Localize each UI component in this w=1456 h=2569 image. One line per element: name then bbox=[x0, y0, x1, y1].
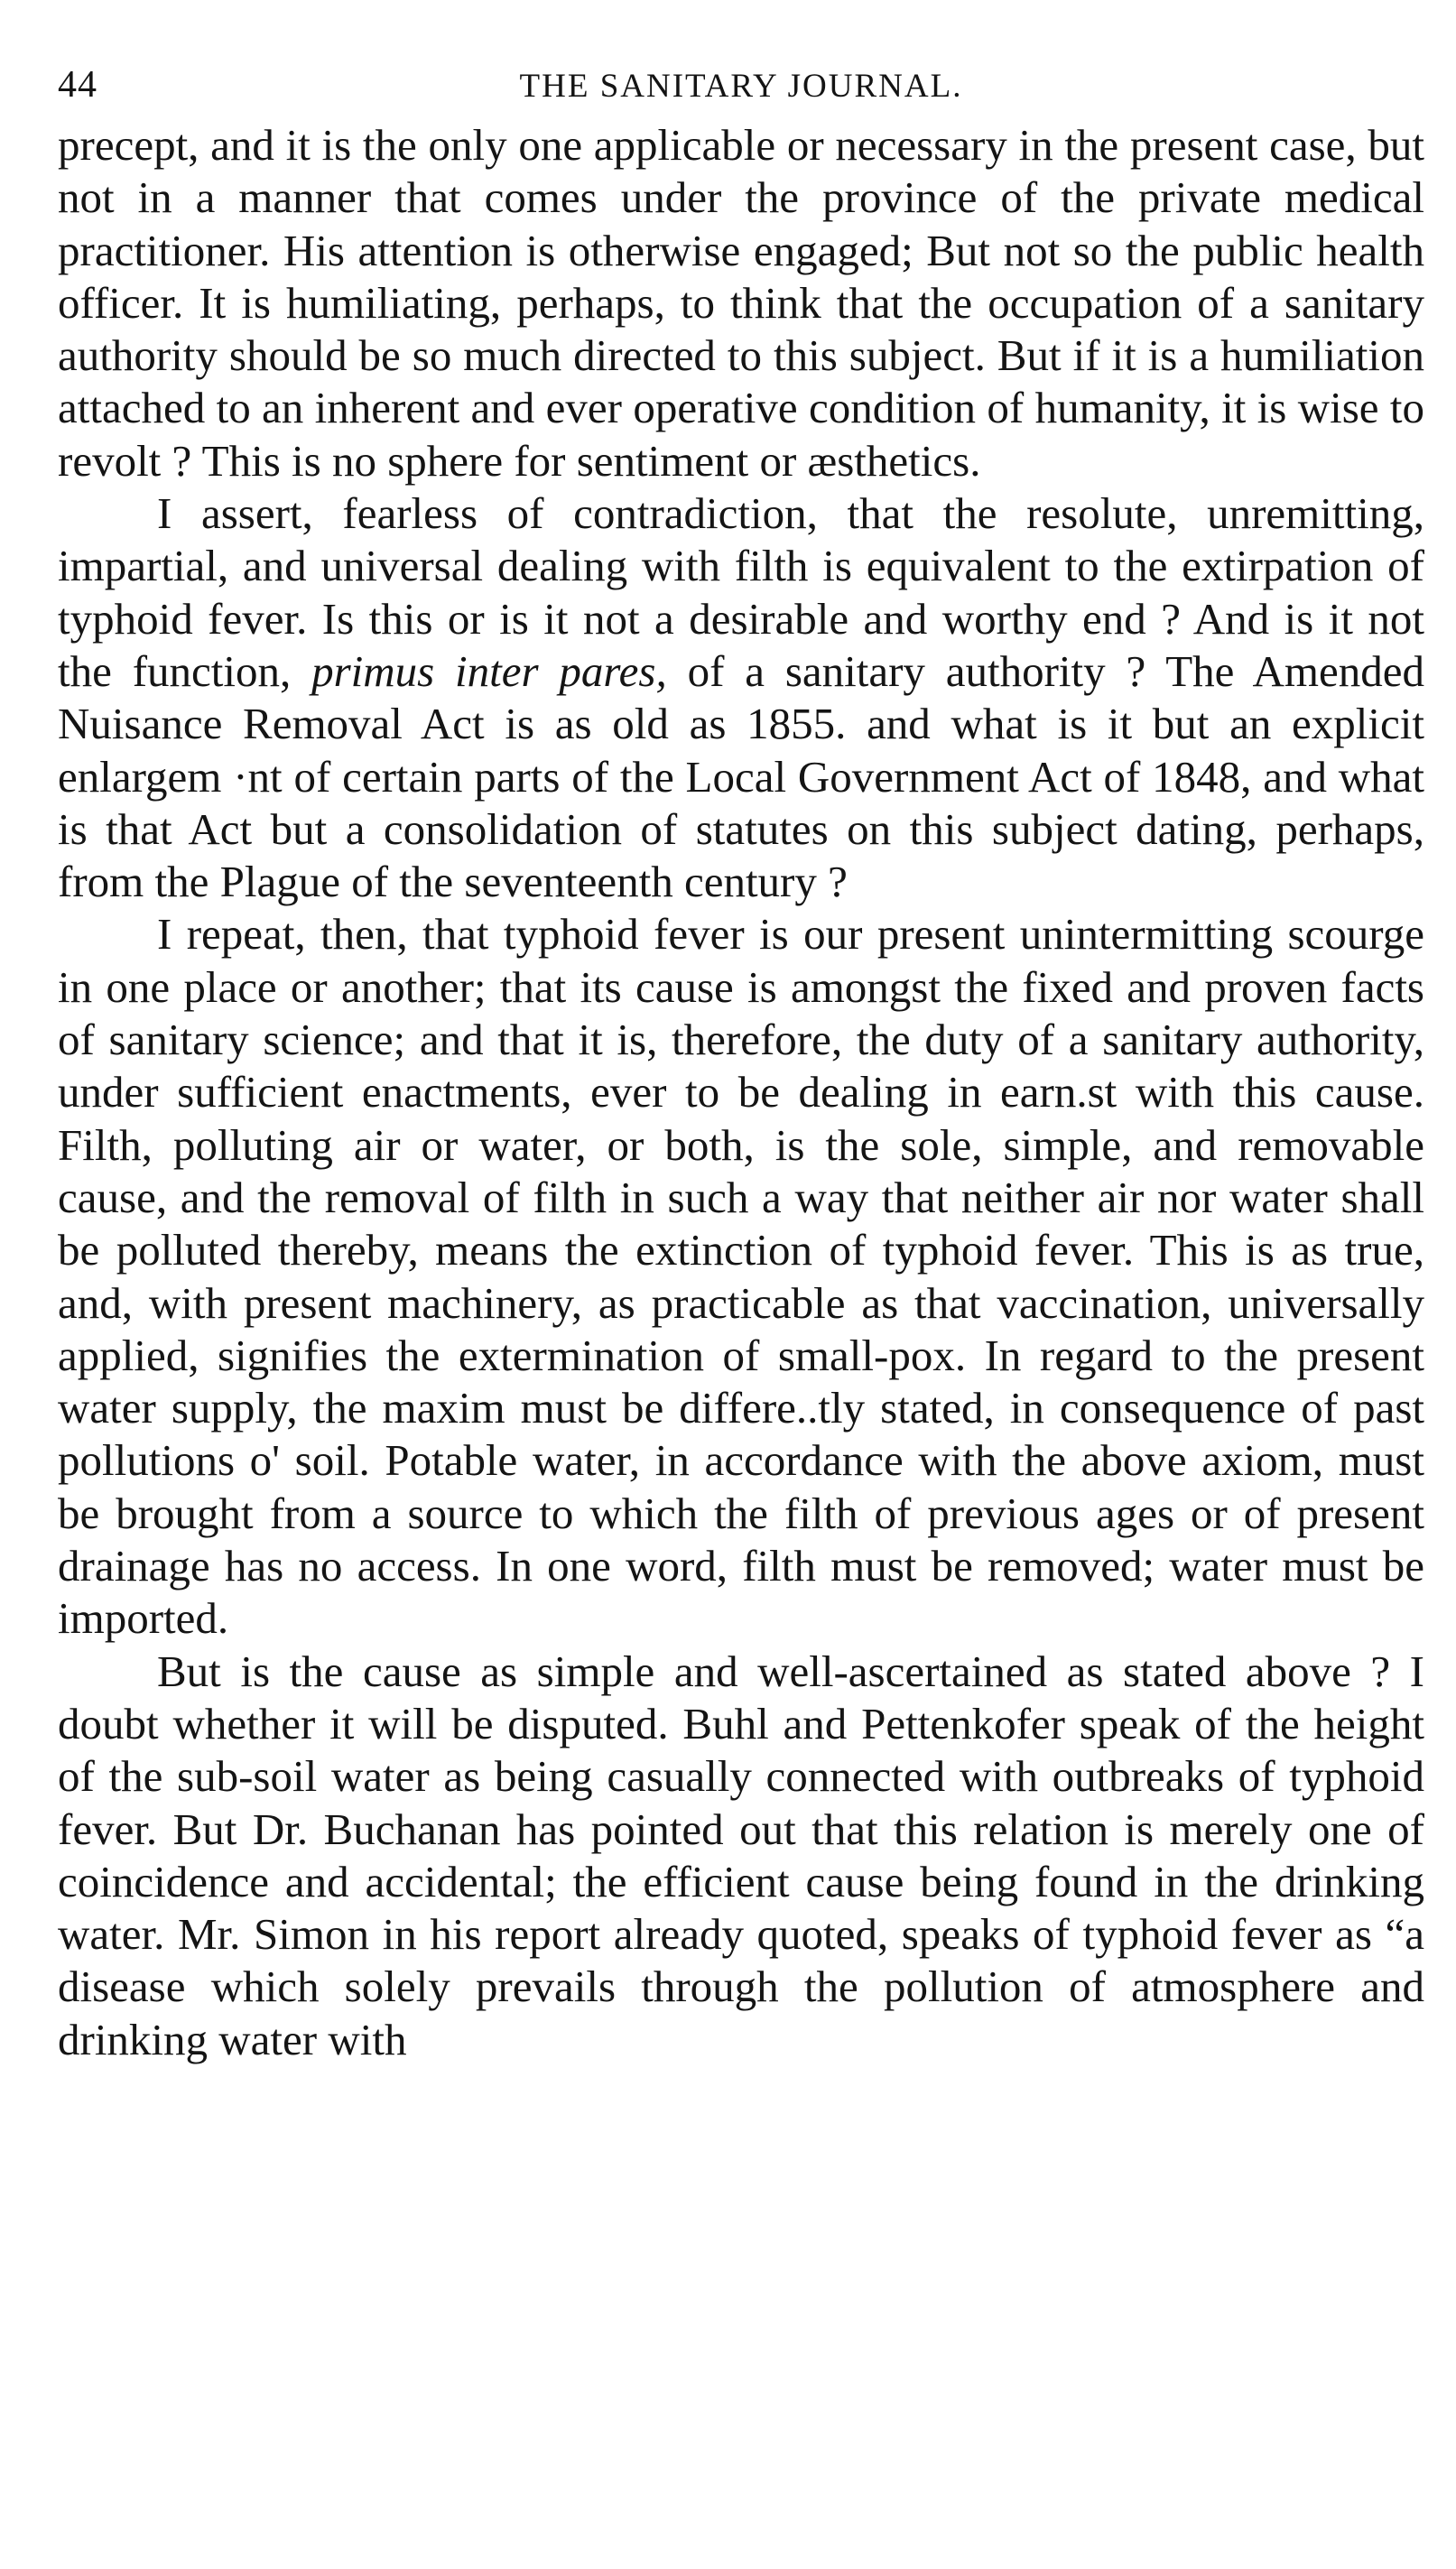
paragraph-3: I repeat, then, that typhoid fever is our present unintermitting scourge in one place or another; that its cause is amongst the fixed and proven facts of sanitary science; and that it is, therefore, the duty of a sanitary authority, under sufficient enactments, ever to be dealing in earn.st with this cause. Filth, polluting air or water, or both, is the sole, simple, and removable cause, and the removal of filth in such a way that neither air nor water shall be polluted thereby, means the extinction of typhoid fever. This is as true, and, with present machinery, as practicable as that vaccination, universally applied, signifies the extermination of small-pox. In regard to the present water supply, the maxim must be differe..tly stated, in consequence of past pollutions o' soil. Potable water, in accordance with the above axiom, must be brought from a source to which the filth of previous ages or of present drainage has no access. In one word, filth must be removed; water must be imported. bbox=[58, 909, 1424, 1644]
paragraph-2-after: of a sanitary authority ? The Amended Nuisance Removal Act is as old as 1855. and what is it but an explicit enlargem ·nt of certain parts of the Local Government Act of 1848, and what is that Act but a consolidation of statutes on this subject dating, perhaps, from the Plague of the seventeenth century ? bbox=[58, 645, 1424, 907]
paragraph-2-before: I assert, fearless of contradiction, that the resolute, unremitting, impartial, and universal dealing with filth is equivalent to the extirpation of typhoid fever. Is this or is it not a desirable and worthy end ? And is it not the function, bbox=[58, 488, 1424, 696]
page-number: 44 bbox=[58, 64, 97, 106]
page-header bbox=[58, 54, 1424, 119]
journal-page bbox=[58, 54, 1424, 2066]
paragraph-1: precept, and it is the only one applicable or necessary in the present case, but not in a manner that comes under the province of the private medical practitioner. His attention is otherwise engaged; But not so the public health officer. It is humiliating, perhaps, to think that the occupation of a sanitary authority should be so much directed to this subject. But if it is a humiliation attached to an inherent and ever operative condition of humanity, it is wise to revolt ? This is no sphere for sentiment or æsthetics. bbox=[58, 120, 1424, 486]
latin-phrase: primus inter pares, bbox=[311, 645, 667, 696]
article-body bbox=[58, 119, 1424, 2066]
paragraph-4: But is the cause as simple and well-ascertained as stated above ? I doubt whether it will be disputed. Buhl and Pettenkofer speak of the height of the sub-soil water as being casually connected with outbreaks of typhoid fever. But Dr. Buchanan has pointed out that this relation is merely one of coincidence and accidental; the efficient cause being found in the drinking water. Mr. Simon in his report already quoted, speaks of typhoid fever as “a disease which solely prevails through the pollution of atmosphere and drinking water with bbox=[58, 1646, 1424, 2064]
running-title: THE SANITARY JOURNAL. bbox=[519, 68, 963, 105]
paragraph-2 bbox=[58, 487, 1424, 908]
